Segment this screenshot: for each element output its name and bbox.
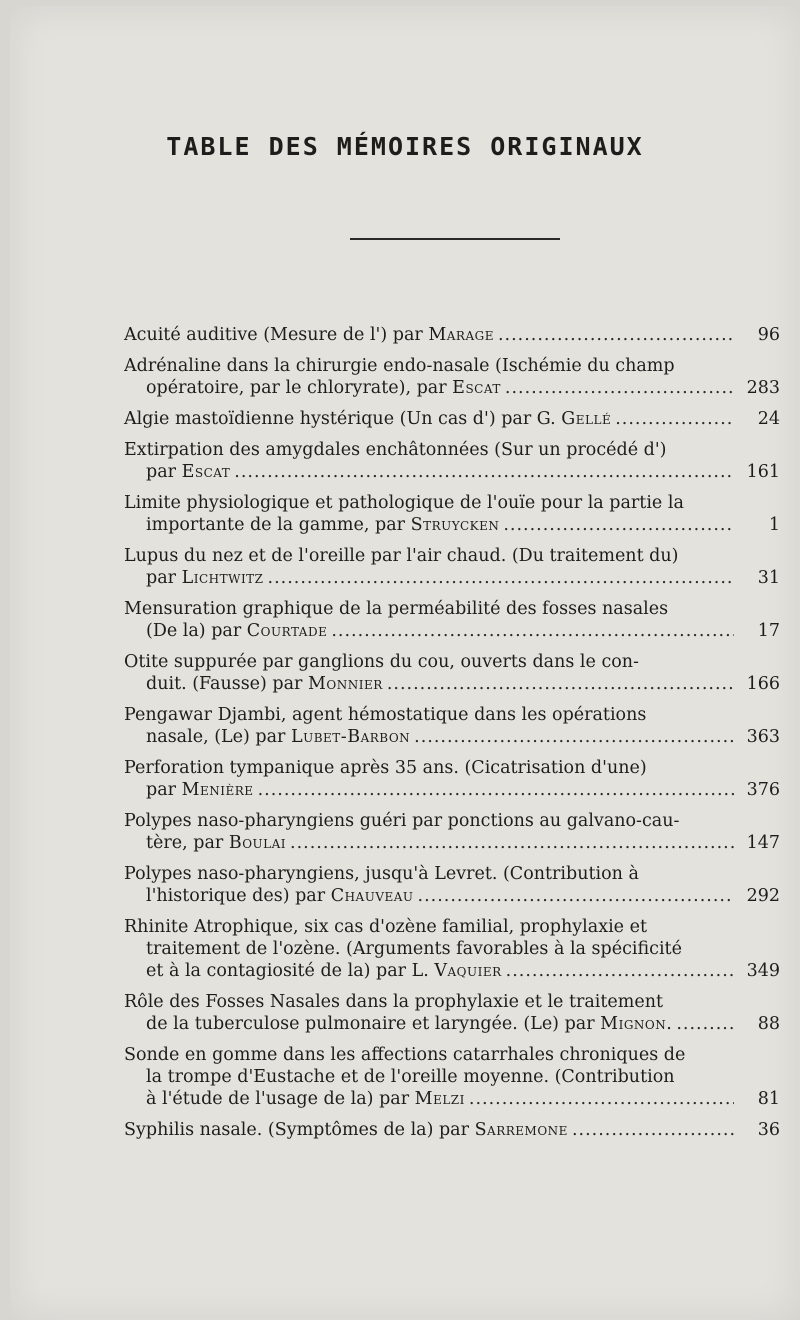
toc-entry-author: Lichtwitz (181, 568, 264, 588)
toc-entry-last-line (124, 726, 780, 748)
toc-entry-author: Struycken (410, 515, 500, 535)
toc-entry-page-number: 88 (757, 1014, 780, 1034)
toc-entry (124, 492, 780, 536)
toc-entry-last-line (124, 377, 780, 399)
toc-entry-text-line: Perforation tympanique après 35 ans. (Cicatrisation d'une) (124, 758, 647, 778)
toc-entry (124, 439, 780, 483)
toc-entry-text (124, 1119, 568, 1141)
toc-entry-last-line (124, 885, 780, 907)
toc-entry-text-line: Rôle des Fosses Nasales dans la prophylaxie et le traitement (124, 992, 664, 1012)
toc-entry-text (146, 461, 230, 483)
toc-entry-author: Chauveau (330, 886, 414, 906)
toc-entry-page-number: 31 (757, 568, 780, 588)
toc-entry-last-line (124, 1088, 780, 1110)
toc-entry-title-end: importante de la gamme, par (146, 515, 406, 535)
toc-entry-title-end: opératoire, par le chloryrate), par (146, 378, 447, 398)
toc-entry-last-line (124, 514, 780, 536)
dot-leader (387, 673, 734, 695)
toc-entry-text (146, 1088, 465, 1110)
dot-leader (572, 1119, 734, 1141)
toc-entry-page-number: 349 (746, 961, 780, 981)
toc-entry-text-line: Polypes naso-pharyngiens, jusqu'à Levret. (Contribution à (124, 864, 639, 884)
toc-entry-author: Gellé (561, 409, 612, 429)
dot-leader (498, 324, 734, 346)
toc-entry-page-number: 363 (746, 727, 780, 747)
toc-entry-text-line: Rhinite Atrophique, six cas d'ozène familial, prophylaxie et (124, 917, 647, 937)
dot-leader (258, 779, 734, 801)
toc-entry-text (146, 377, 501, 399)
toc-entry (124, 991, 780, 1035)
table-of-contents (124, 324, 780, 1150)
toc-entry-text (146, 832, 286, 854)
toc-entry (124, 757, 780, 801)
toc-entry-text-line: Extirpation des amygdales enchâtonnées (Sur un procédé d') (124, 440, 667, 460)
dot-leader (506, 960, 734, 982)
toc-entry-text (146, 567, 264, 589)
toc-entry-title-end: et à la contagiosité de la) par L. (146, 961, 429, 981)
toc-entry (124, 651, 780, 695)
toc-entry-text (146, 779, 254, 801)
toc-entry-title-end: Acuité auditive (Mesure de l') par (124, 325, 423, 345)
toc-entry-page-number: 17 (757, 621, 780, 641)
dot-leader (503, 514, 734, 536)
dot-leader (414, 726, 734, 748)
toc-entry-last-line (124, 620, 780, 642)
toc-entry-last-line (124, 1119, 780, 1141)
toc-entry (124, 810, 780, 854)
toc-entry-title-end: nasale, (Le) par (146, 727, 286, 747)
toc-entry-title-end: par (146, 568, 177, 588)
toc-entry-text-line: Polypes naso-pharyngiens guéri par ponctions au galvano-cau- (124, 811, 680, 831)
toc-entry-title-end: duit. (Fausse) par (146, 674, 303, 694)
toc-entry-text (146, 673, 383, 695)
toc-entry (124, 863, 780, 907)
toc-entry-last-line (124, 461, 780, 483)
toc-entry-text-line: Adrénaline dans la chirurgie endo-nasale (Ischémie du champ (124, 356, 675, 376)
page-title: TABLE DES MÉMOIRES ORIGINAUX (166, 132, 644, 161)
toc-entry-page-number: 376 (746, 780, 780, 800)
dot-leader (505, 377, 734, 399)
toc-entry-author: Vaquier (434, 961, 502, 981)
toc-entry-page-number: 24 (757, 409, 780, 429)
toc-entry (124, 598, 780, 642)
toc-entry-page-number: 147 (746, 833, 780, 853)
toc-entry-title-end: Algie mastoïdienne hystérique (Un cas d') par G. (124, 409, 556, 429)
toc-entry (124, 545, 780, 589)
toc-entry-title-end: (De la) par (146, 621, 242, 641)
dot-leader (676, 1013, 734, 1035)
toc-entry (124, 1044, 780, 1110)
toc-entry-text-line: Pengawar Djambi, agent hémostatique dans les opérations (124, 705, 647, 725)
title-divider (350, 238, 560, 240)
toc-entry-page-number: 81 (757, 1089, 780, 1109)
toc-entry-text (146, 1013, 672, 1035)
toc-entry-page-number: 283 (746, 378, 780, 398)
toc-entry-page-number: 36 (757, 1120, 780, 1140)
toc-entry-last-line (124, 779, 780, 801)
toc-entry-last-line (124, 408, 780, 430)
toc-entry-text-line: Limite physiologique et pathologique de l'ouïe pour la partie la (124, 493, 684, 513)
toc-entry-last-line (124, 960, 780, 982)
toc-entry (124, 916, 780, 982)
toc-entry-page-number: 166 (746, 674, 780, 694)
dot-leader (290, 832, 734, 854)
dot-leader (234, 461, 734, 483)
toc-entry-text (146, 726, 410, 748)
toc-entry-text-line: la trompe d'Eustache et de l'oreille moyenne. (Contribution (146, 1067, 675, 1087)
toc-entry-last-line (124, 673, 780, 695)
toc-entry-author: Marage (428, 325, 494, 345)
toc-entry (124, 324, 780, 346)
toc-entry-title-end: par (146, 780, 177, 800)
toc-entry-last-line (124, 832, 780, 854)
toc-entry-author: Escat (452, 378, 501, 398)
toc-entry-author: Boulai (228, 833, 287, 853)
toc-entry-author: Mignon. (600, 1014, 673, 1034)
document-page (10, 6, 800, 1320)
toc-entry-title-end: tère, par (146, 833, 224, 853)
toc-entry-text (146, 960, 502, 982)
toc-entry-author: Sarremone (474, 1120, 568, 1140)
toc-entry (124, 408, 780, 430)
toc-entry-text-line: Lupus du nez et de l'oreille par l'air chaud. (Du traitement du) (124, 546, 679, 566)
dot-leader (331, 620, 734, 642)
dot-leader (615, 408, 734, 430)
toc-entry-page-number: 96 (757, 325, 780, 345)
toc-entry-text-line: Sonde en gomme dans les affections catarrhales chroniques de (124, 1045, 686, 1065)
toc-entry (124, 355, 780, 399)
dot-leader (268, 567, 734, 589)
dot-leader (469, 1088, 734, 1110)
toc-entry-author: Lubet-Barbon (290, 727, 411, 747)
toc-entry-text-line: Mensuration graphique de la perméabilité des fosses nasales (124, 599, 669, 619)
toc-entry-page-number: 1 (768, 515, 780, 535)
toc-entry-title-end: l'historique des) par (146, 886, 326, 906)
toc-entry-page-number: 292 (746, 886, 780, 906)
toc-entry-text-line: Otite suppurée par ganglions du cou, ouverts dans le con- (124, 652, 639, 672)
toc-entry-text (146, 514, 499, 536)
toc-entry-author: Monnier (308, 674, 383, 694)
toc-entry-text-line: traitement de l'ozène. (Arguments favorables à la spécificité (146, 939, 682, 959)
toc-entry-last-line (124, 567, 780, 589)
toc-entry (124, 1119, 780, 1141)
dot-leader (418, 885, 734, 907)
toc-entry-author: Menière (181, 780, 254, 800)
toc-entry-last-line (124, 324, 780, 346)
toc-entry-text (146, 885, 414, 907)
toc-entry-author: Melzi (414, 1089, 465, 1109)
toc-entry-author: Escat (181, 462, 231, 482)
toc-entry-title-end: à l'étude de l'usage de la) par (146, 1089, 410, 1109)
toc-entry-page-number: 161 (746, 462, 780, 482)
toc-entry-title-end: de la tuberculose pulmonaire et laryngée. (Le) par (146, 1014, 595, 1034)
toc-entry-last-line (124, 1013, 780, 1035)
toc-entry-text (146, 620, 327, 642)
toc-entry-text (124, 324, 494, 346)
toc-entry (124, 704, 780, 748)
toc-entry-text (124, 408, 611, 430)
toc-entry-title-end: par (146, 462, 177, 482)
toc-entry-author: Courtade (246, 621, 328, 641)
toc-entry-title-end: Syphilis nasale. (Symptômes de la) par (124, 1120, 469, 1140)
